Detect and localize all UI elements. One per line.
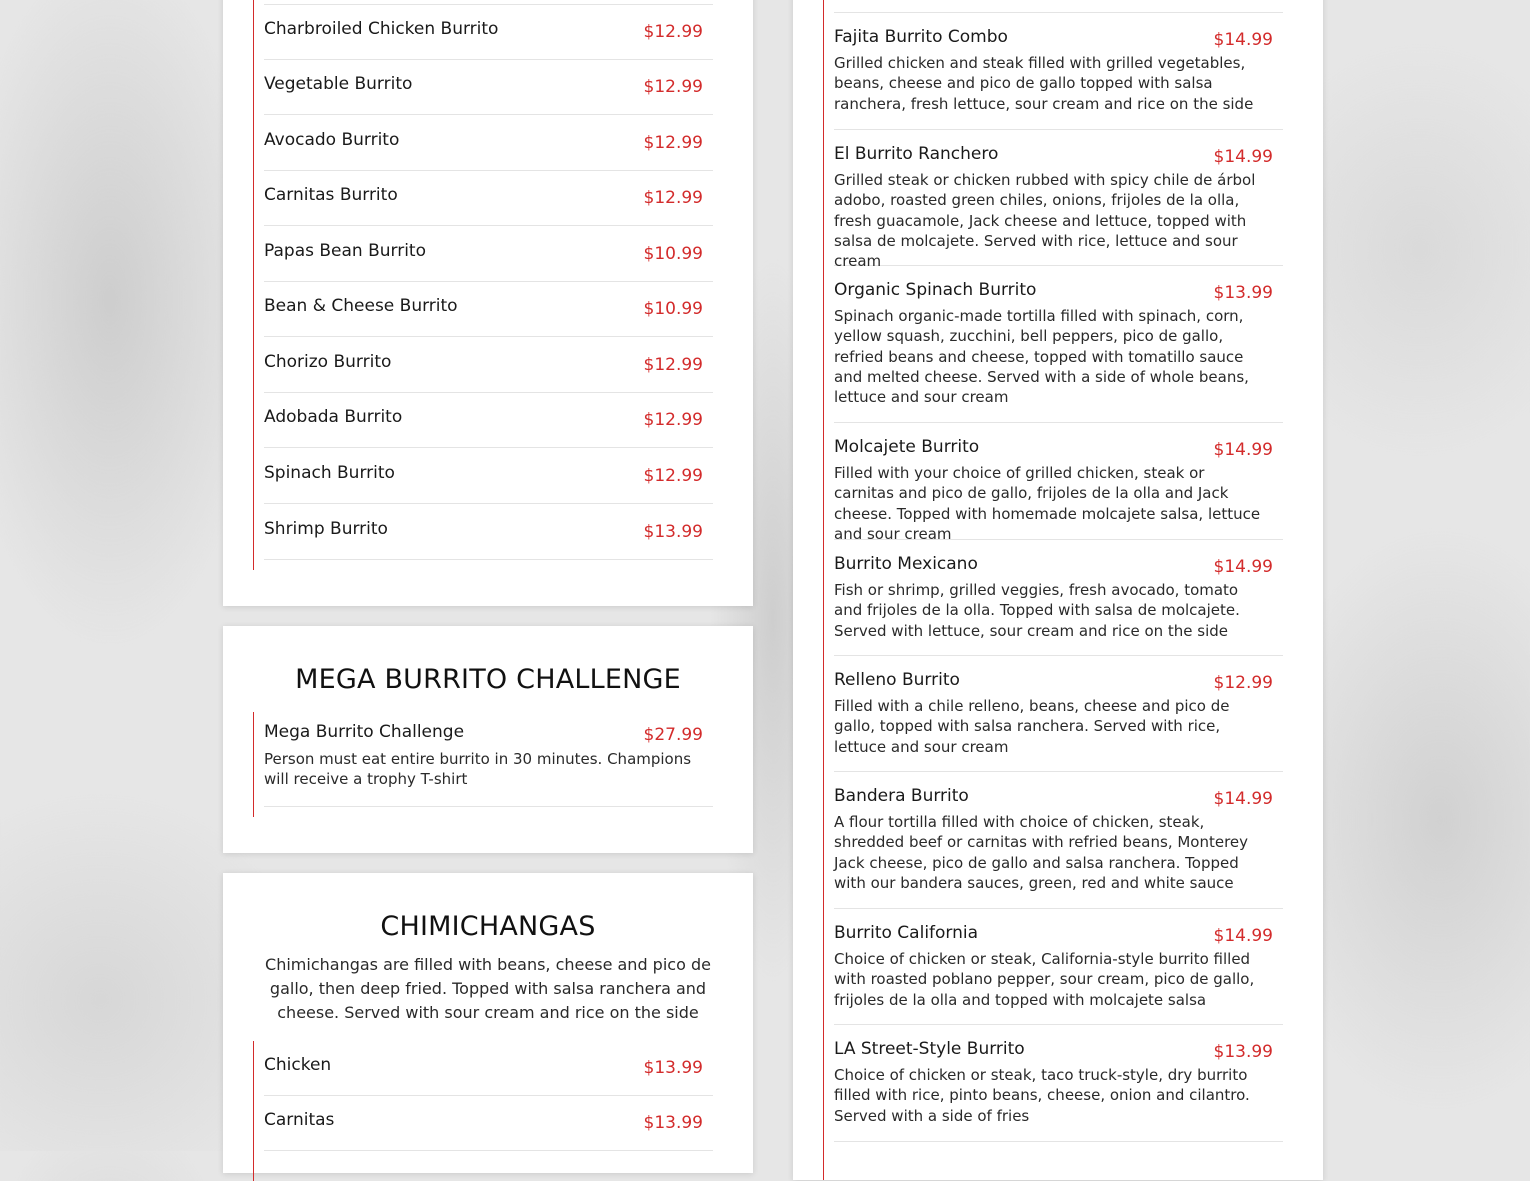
item-name: Spinach Burrito — [264, 463, 395, 483]
list-item[interactable] — [834, 656, 1283, 772]
item-name: Organic Spinach Burrito — [834, 280, 1037, 300]
list-item[interactable] — [834, 909, 1283, 1025]
item-description: Choice of chicken or steak, California-style burrito filled with roasted poblano pepper, sour cream, pico de gallo, frijoles de la olla and topped with molcajete salsa — [834, 950, 1255, 1009]
chimichangas-list — [253, 1041, 714, 1181]
item-description: Grilled steak or chicken rubbed with spicy chile de árbol adobo, roasted green chiles, onions, frijoles de la olla, fresh guacamole, Jack cheese and lettuce, topped with salsa de molcajete. Served with rice, lettuce and sour cream — [834, 171, 1256, 271]
item-price: $14.99 — [1213, 557, 1273, 577]
item-description: Fish or shrimp, grilled veggies, fresh avocado, tomato and frijoles de la olla. Topped with salsa de molcajete. Served with lettuce, sour cream and rice on the side — [834, 581, 1240, 640]
item-price: $13.99 — [1213, 1042, 1273, 1062]
item-name: Charbroiled Chicken Burrito — [264, 19, 499, 39]
list-item[interactable] — [264, 116, 713, 171]
item-price: $10.99 — [643, 299, 703, 319]
item-description: Spinach organic-made tortilla filled with spinach, corn, yellow squash, zucchini, bell peppers, pico de gallo, refried beans and cheese, topped with tomatillo sauce and melted cheese. Served with a side of whole beans, lettuce and sour cream — [834, 307, 1249, 407]
list-item[interactable] — [834, 423, 1283, 543]
item-price: $14.99 — [1213, 30, 1273, 50]
item-description: Choice of chicken or steak, taco truck-style, dry burrito filled with rice, pinto beans, cheese, onion and cilantro. Served with a side of fries — [834, 1066, 1250, 1125]
list-item[interactable] — [264, 338, 713, 393]
item-price: $12.99 — [643, 133, 703, 153]
item-price: $12.99 — [643, 188, 703, 208]
item-price: $12.99 — [643, 466, 703, 486]
list-item[interactable] — [834, 130, 1283, 271]
section-title: MEGA BURRITO CHALLENGE — [295, 664, 681, 695]
item-name: Shrimp Burrito — [264, 519, 388, 539]
list-divider — [834, 0, 1283, 13]
item-price: $12.99 — [643, 410, 703, 430]
item-name: Carnitas — [264, 1110, 335, 1130]
item-price: $12.99 — [643, 22, 703, 42]
item-price: $13.99 — [643, 1058, 703, 1078]
specialty-burritos-card — [793, 0, 1323, 1180]
item-price: $13.99 — [1213, 283, 1273, 303]
list-item[interactable] — [264, 171, 713, 226]
item-price: $27.99 — [643, 725, 703, 745]
item-price: $12.99 — [643, 355, 703, 375]
item-name: Avocado Burrito — [264, 130, 400, 150]
item-description: Person must eat entire burrito in 30 minutes. Champions will receive a trophy T-shirt — [264, 750, 692, 789]
list-item[interactable] — [834, 266, 1283, 423]
chimichangas-card — [223, 873, 753, 1173]
item-price: $14.99 — [1213, 926, 1273, 946]
item-price: $10.99 — [643, 244, 703, 264]
burritos-list — [253, 0, 714, 570]
item-name: Fajita Burrito Combo — [834, 27, 1008, 47]
list-item[interactable] — [834, 772, 1283, 909]
item-name: Bean & Cheese Burrito — [264, 296, 458, 316]
item-name: Papas Bean Burrito — [264, 241, 426, 261]
item-name: Burrito Mexicano — [834, 554, 978, 574]
item-description: Filled with a chile relleno, beans, cheese and pico de gallo, topped with salsa ranchera. Served with rice, lettuce and sour cream — [834, 697, 1230, 756]
item-name: Bandera Burrito — [834, 786, 969, 806]
item-name: Carnitas Burrito — [264, 185, 398, 205]
item-price: $12.99 — [643, 77, 703, 97]
item-name: Mega Burrito Challenge — [264, 722, 465, 742]
item-name: Molcajete Burrito — [834, 437, 980, 457]
item-name: Adobada Burrito — [264, 407, 403, 427]
item-name: Burrito California — [834, 923, 979, 943]
item-name: Vegetable Burrito — [264, 74, 413, 94]
item-name: El Burrito Ranchero — [834, 144, 999, 164]
item-name: Chorizo Burrito — [264, 352, 392, 372]
list-item[interactable] — [264, 60, 713, 115]
item-name: Chicken — [264, 1055, 332, 1075]
section-description: Chimichangas are filled with beans, cheese and pico de gallo, then deep fried. Topped with salsa ranchera and cheese. Served with sour cream and rice on the side — [265, 955, 711, 1022]
item-name: Relleno Burrito — [834, 670, 960, 690]
mega-burrito-card — [223, 626, 753, 853]
list-item[interactable] — [834, 13, 1283, 130]
list-item[interactable] — [264, 449, 713, 504]
list-item[interactable] — [264, 1096, 713, 1151]
mega-list — [253, 712, 714, 817]
item-price: $12.99 — [1213, 673, 1273, 693]
specialty-list — [823, 0, 1284, 1180]
list-item[interactable] — [264, 712, 713, 807]
list-item[interactable] — [834, 540, 1283, 656]
item-price: $13.99 — [643, 522, 703, 542]
item-price: $14.99 — [1213, 440, 1273, 460]
item-description: A flour tortilla filled with choice of chicken, steak, shredded beef or carnitas with refried beans, Monterey Jack cheese, pico de gallo and salsa ranchera. Topped with our bandera sauces, green, red and white sauce — [834, 813, 1249, 892]
list-item[interactable] — [264, 1041, 713, 1096]
item-description: Grilled chicken and steak filled with grilled vegetables, beans, cheese and pico de gallo topped with salsa ranchera, fresh lettuce, sour cream and rice on the side — [834, 54, 1254, 113]
item-price: $14.99 — [1213, 789, 1273, 809]
item-description: Filled with your choice of grilled chicken, steak or carnitas and pico de gallo, frijoles de la olla and Jack cheese. Topped with homemade molcajete salsa, lettuce and sour cream — [834, 464, 1261, 543]
item-price: $14.99 — [1213, 147, 1273, 167]
list-item[interactable] — [264, 282, 713, 337]
list-item[interactable] — [834, 1025, 1283, 1142]
burritos-card — [223, 0, 753, 606]
list-item[interactable] — [264, 505, 713, 560]
list-item[interactable] — [264, 227, 713, 282]
item-name: LA Street-Style Burrito — [834, 1039, 1025, 1059]
list-item[interactable] — [264, 5, 713, 60]
section-title: CHIMICHANGAS — [380, 911, 596, 942]
item-price: $13.99 — [643, 1113, 703, 1133]
list-item[interactable] — [264, 393, 713, 448]
